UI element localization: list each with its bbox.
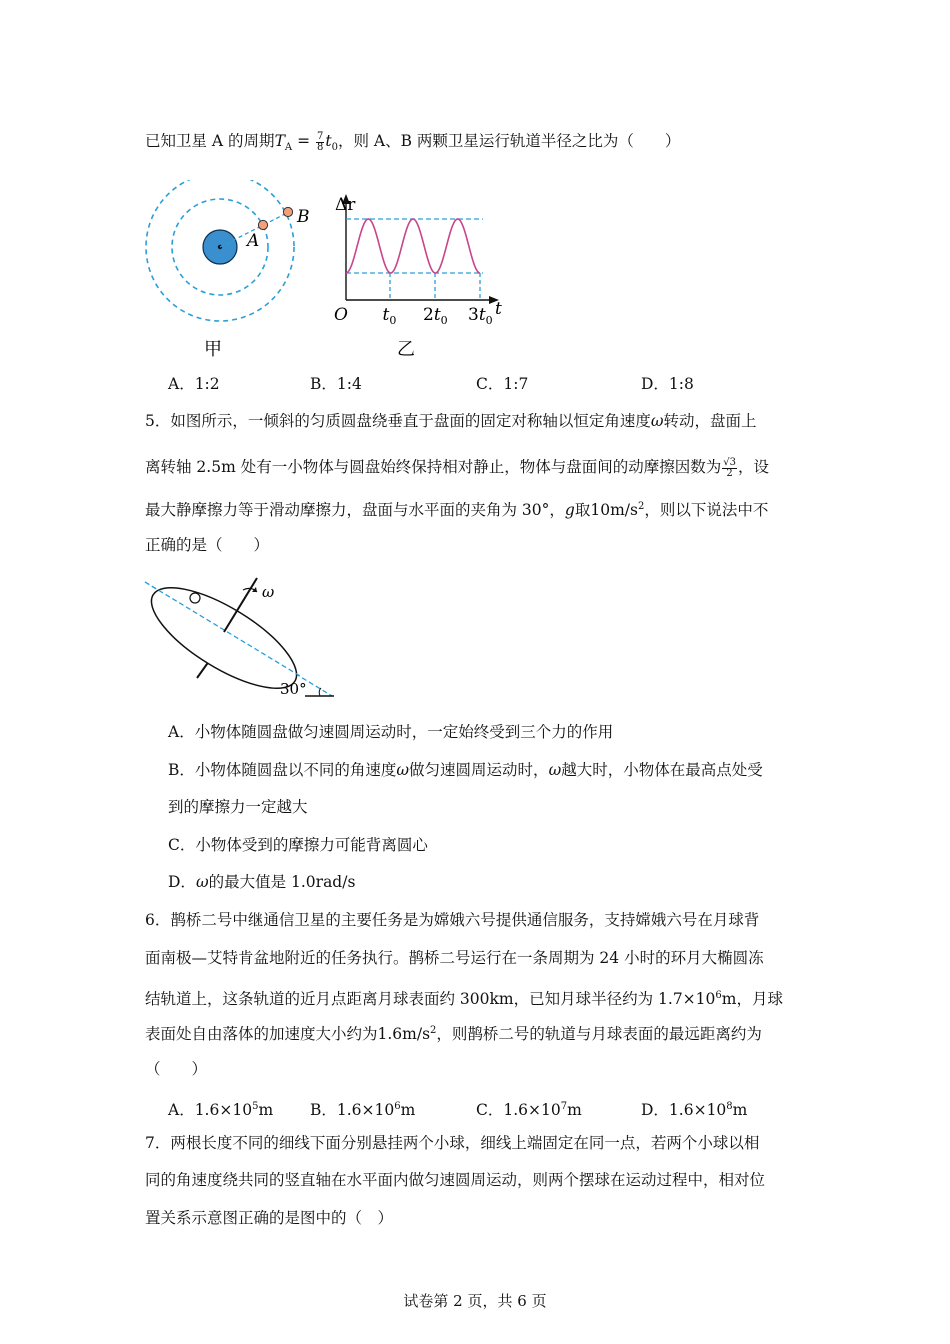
q6-line-3: 结轨道上，这条轨道的近月点距离月球表面约 300km，已知月球半径约为 $1.7\times 10^6m$，月球 <box>145 990 783 1009</box>
g-symbol: g <box>564 501 575 520</box>
q4-stem: 已知卫星 A 的周期$T_A$ = $\frac{7}{8}$ $t_0$，则 A、B 两颗卫星运行轨道半径之比为（ ） <box>145 130 681 154</box>
tick-label-3: $3t_0$ <box>468 305 493 327</box>
q5-option-b-cont: 到的摩擦力一定越大 <box>168 798 308 816</box>
q4-option-d[interactable]: D．1:8 <box>641 375 694 393</box>
q5-option-c[interactable]: C．小物体受到的摩擦力可能背离圆心 <box>168 836 428 854</box>
q6-line-2: 面南极—艾特肯盆地附近的任务执行。鹊桥二号运行在一条周期为 24 小时的环月大椭圆冻 <box>145 949 764 967</box>
q5-line-3: 最大静摩擦力等于滑动摩擦力，盘面与水平面的夹角为 30°，g取$10m/s^2$，则以下说法中不 <box>145 501 769 520</box>
delta-r-graph <box>325 190 515 365</box>
q5-option-b[interactable]: B．小物体随圆盘以不同的角速度ω做匀速圆周运动时，ω越大时，小物体在最高点处受 <box>168 761 763 779</box>
fraction-sqrt3-2: $\frac{√3}{2}$ <box>723 456 736 479</box>
q7-line-2: 同的角速度绕共同的竖直轴在水平面内做匀速圆周运动，则两个摆球在运动过程中，相对位 <box>145 1171 766 1189</box>
x-axis-label: t <box>495 299 502 319</box>
q5-option-d[interactable]: D．ω的最大值是 1.0rad/s <box>168 873 356 891</box>
small-object <box>190 593 200 603</box>
t0-symbol: t <box>325 132 332 150</box>
satellite-b <box>283 207 292 216</box>
q4-stem-text: 已知卫星 A 的周期 <box>145 132 275 150</box>
delta-r-curve <box>346 219 480 273</box>
page-footer: 试卷第 2 页，共 6 页 <box>403 1292 547 1310</box>
q4-option-b[interactable]: B．1:4 <box>310 375 362 393</box>
q4-option-a[interactable]: A．1:2 <box>168 375 220 393</box>
y-axis-label: Δr <box>335 195 356 215</box>
q4-stem-text-post: ，则 A、B 两颗卫星运行轨道半径之比为（ ） <box>337 132 681 150</box>
q6-line-4: 表面处自由落体的加速度大小约为$1.6m/s^2$，则鹊桥二号的轨道与月球表面的最远距离约为 <box>145 1025 762 1044</box>
q5-line-1: 5．如图所示，一倾斜的匀质圆盘绕垂直于盘面的固定对称轴以恒定角速度ω转动，盘面上 <box>145 412 757 430</box>
tilted-disc-figure <box>140 570 340 705</box>
period-symbol: T <box>274 132 285 150</box>
q6-option-c[interactable]: C．$1.6\times 10^7m$ <box>476 1101 582 1120</box>
omega-symbol: ω <box>650 412 664 430</box>
q6-option-d[interactable]: D．$1.6\times 10^8m$ <box>641 1101 748 1120</box>
satellite-a <box>258 220 267 229</box>
caption-jia: 甲 <box>204 339 222 360</box>
q4-option-c[interactable]: C．1:7 <box>476 375 529 393</box>
q6-line-5: （ ） <box>145 1060 208 1078</box>
q5-option-a[interactable]: A．小物体随圆盘做匀速圆周运动时，一定始终受到三个力的作用 <box>168 723 614 741</box>
tick-labels <box>383 305 493 327</box>
orbit-figure <box>140 180 310 365</box>
angle-label: 30° <box>280 680 307 698</box>
q6-option-a[interactable]: A．$1.6\times 10^5m$ <box>168 1101 274 1120</box>
period-subscript: A <box>284 142 293 154</box>
q6-option-b[interactable]: B．$1.6\times 10^6m$ <box>310 1101 416 1120</box>
angle-arc <box>319 688 321 696</box>
caption-yi: 乙 <box>397 339 415 360</box>
tick-label-2: $2t_0$ <box>423 305 448 327</box>
omega-label: ω <box>262 583 275 601</box>
q7-line-3: 置关系示意图正确的是图中的（ ） <box>145 1209 394 1227</box>
label-a: A <box>247 231 260 251</box>
tick-label-1: $t_0$ <box>382 305 397 327</box>
label-b: B <box>297 207 310 227</box>
q7-line-1: 7．两根长度不同的细线下面分别悬挂两个小球，细线上端固定在同一点，若两个小球以相 <box>145 1134 760 1152</box>
fraction-7-8: $\frac{7}{8}$ <box>316 130 324 153</box>
origin-label: O <box>334 305 348 325</box>
q5-line-4: 正确的是（ ） <box>145 536 270 554</box>
q6-line-1: 6．鹊桥二号中继通信卫星的主要任务是为嫦娥六号提供通信服务，支持嫦娥六号在月球背 <box>145 911 760 929</box>
equals-sign: = <box>292 132 315 150</box>
q5-line-2: 离转轴 2.5m 处有一小物体与圆盘始终保持相对静止，物体与盘面间的动摩擦因数为 $\frac{√3}{2}$ ，设 <box>145 456 769 479</box>
